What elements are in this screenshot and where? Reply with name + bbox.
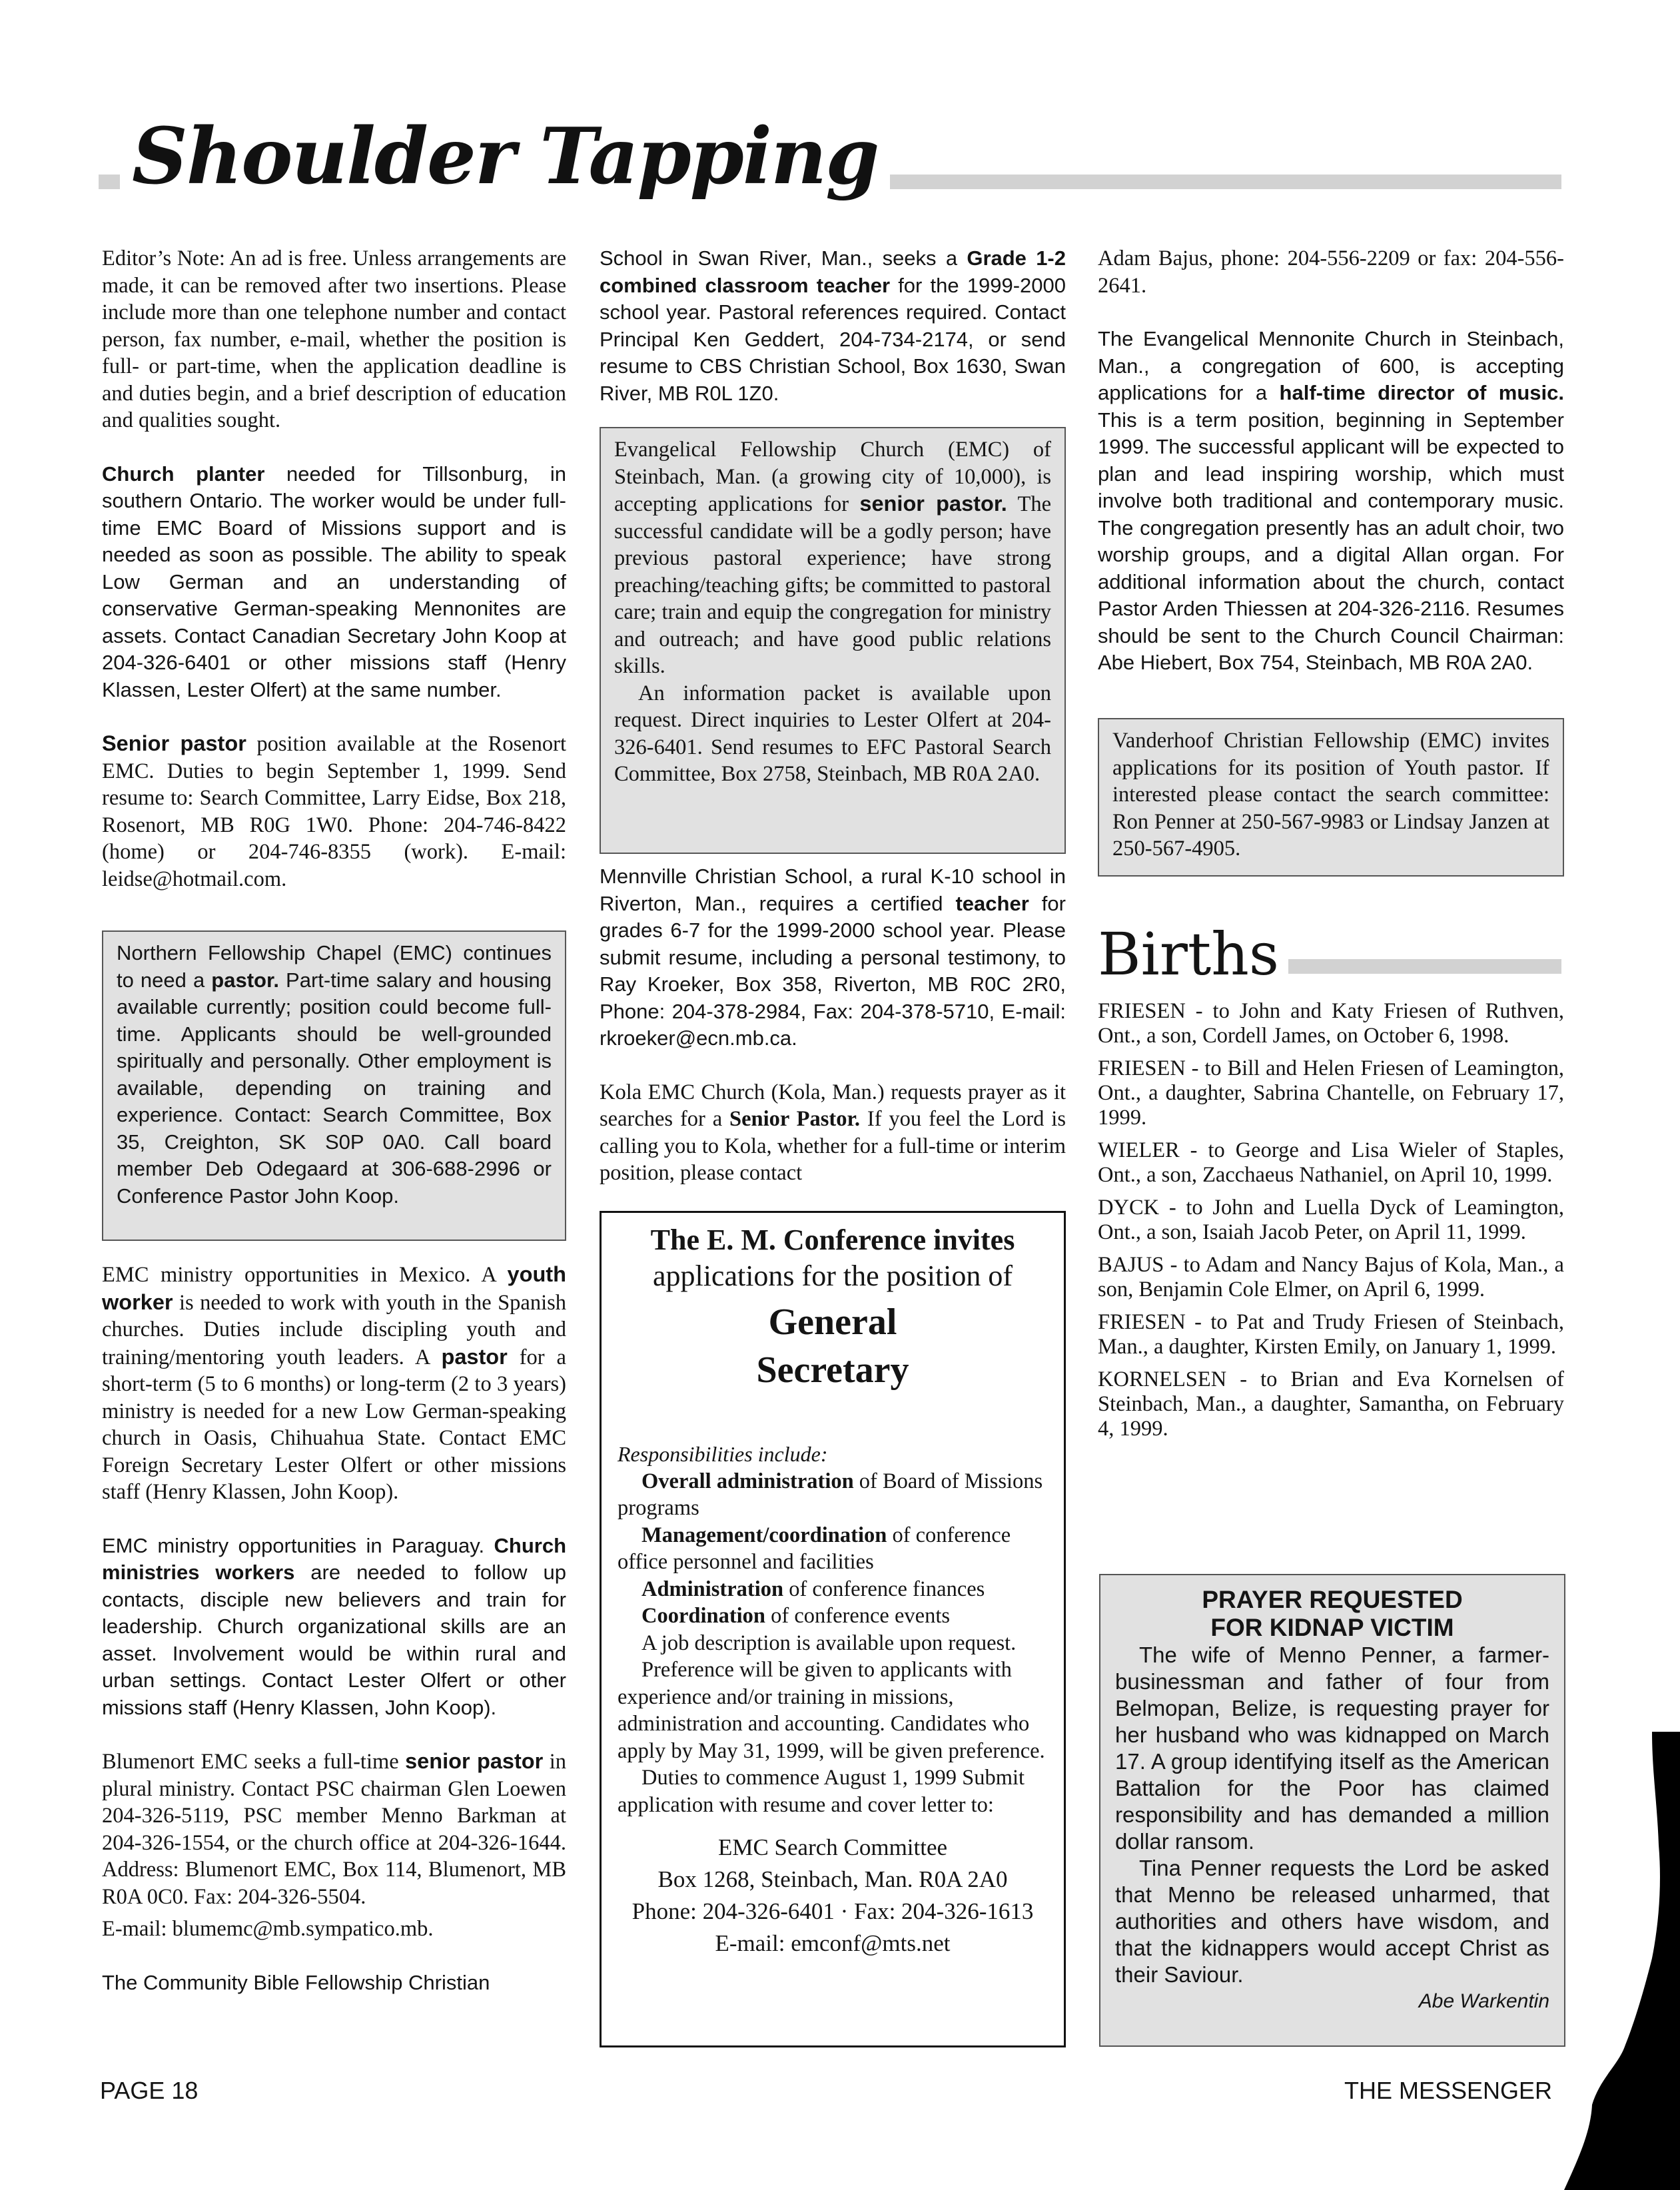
ad-responsibilities-list: [618, 1468, 1048, 1819]
ad-item: Coordination of conference events: [641, 1604, 951, 1628]
ad-church-planter: Church planter needed for Tillsonburg, in southern Ontario. The worker would be under full-time EMC Board of Missions support and is needed as soon as possible. The ability to speak Low German and an understanding of conservative German-speaking Mennonites are assets. Contact Canadian Secretary John Koop at 204-326-6401 or other missions staff (Henry Klassen, Lester Olfert) at the same number.: [102, 462, 567, 701]
births-title: Births: [1098, 918, 1288, 991]
ad-item: Management/coordination of conference office personnel and facilities: [618, 1523, 1011, 1574]
prayer-request-box: [1099, 1574, 1565, 2047]
birth-entry: FRIESEN - to John and Katy Friesen of Ruthven, Ont., a son, Cordell James, on October 6, 1998.: [1098, 999, 1564, 1048]
ad-contact-line: Phone: 204-326-6401 · Fax: 204-326-1613: [631, 1898, 1034, 1924]
ad-box-vanderhoof: Vanderhoof Christian Fellowship (EMC) invites applications for its position of Youth pastor. If interested please contact the search committee: Ron Penner at 250-567-9983 or Lindsay Janzen at 250-567-4905.: [1098, 718, 1564, 877]
section-title: Shoulder Tapping: [120, 113, 890, 200]
ad-contact-line: Box 1268, Steinbach, Man. R0A 2A0: [657, 1866, 1008, 1892]
torn-edge: [1552, 1732, 1680, 2190]
ad-item: Administration of conference finances: [641, 1577, 985, 1601]
ad-contact-block: [618, 1832, 1048, 1960]
ad-position-general: General: [768, 1301, 897, 1343]
prayer-title: PRAYER REQUESTED: [1202, 1586, 1463, 1613]
ad-emc-steinbach-music: The Evangelical Mennonite Church in Steinbach, Man., a congregation of 600, is accepting applications for a half-time director of music. This is a term position, beginning in September 1999. The successful applicant will be expected to plan and lead inspiring worship, which must involve both traditional and contemporary music. The congregation presently has an adult choir, two worship groups, and a digital Allan organ. For additional information about the church, contact Pastor Arden Thiessen at 204-326-2116. Resumes should be sent to the Church Council Chairman: Abe Hiebert, Box 754, Steinbach, MB R0A 2A0.: [1098, 327, 1564, 674]
prayer-paragraph: Tina Penner requests the Lord be asked that Menno be released unharmed, that authorities and others have wisdom, and that the kidnappers would accept Christ as their Saviour.: [1115, 1856, 1549, 1987]
ad-kola: Kola EMC Church (Kola, Man.) requests prayer as it searches for a Senior Pastor. If you feel the Lord is calling you to Kola, whether for a full-time or interim position, please contact: [600, 1080, 1066, 1185]
ad-preference: Preference will be given to applicants with experience and/or training in missions, administration and accounting. Candidates who apply by May 31, 1999, will be given preference.: [618, 1658, 1045, 1763]
ad-mennville: Mennville Christian School, a rural K-10 school in Riverton, Man., requires a certified teacher for grades 6-7 for the 1999-2000 school year. Please submit resume, including a personal testimony, to Ray Kroeker, Box 358, Riverton, MB R0C 2R0, Phone: 204-378-2984, Fax: 204-378-5710, E-mail: rkroeker@ecn.mb.ca.: [600, 865, 1066, 1050]
column-left: [102, 245, 566, 919]
ad-box-northern-fellowship: Northern Fellowship Chapel (EMC) continues to need a pastor. Part-time salary and housing available currently; position could become full-time. Applicants should be well-grounded spiritually and personally. Other employment is available, depending on training and experience. Contact: Search Committee, Box 35, Creighton, SK S0P 0A0. Call board member Deb Odegaard at 306-688-2996 or Conference Pastor John Koop.: [102, 930, 566, 1241]
birth-entry: BAJUS - to Adam and Nancy Bajus of Kola, Man., a son, Benjamin Cole Elmer, on April 6, 1999.: [1098, 1253, 1564, 1301]
column-left-lower: [102, 1261, 566, 2023]
prayer-title: FOR KIDNAP VICTIM: [1210, 1614, 1454, 1641]
birth-entry: FRIESEN - to Bill and Helen Friesen of Leamington, Ont., a daughter, Sabrina Chantelle, on February 17, 1999.: [1098, 1056, 1564, 1130]
ad-community-bible: The Community Bible Fellowship Christian: [102, 1970, 490, 1994]
ad-contact-line: E-mail: emconf@mts.net: [715, 1930, 951, 1956]
editors-note: Editor’s Note: An ad is free. Unless arrangements are made, it can be removed after two insertions. Please include more than one telephone number and contact person, fax number, e-mail, whether the position is full- or part-time, when the application deadline is and duties begin, and a brief description of education and qualities sought.: [102, 246, 566, 432]
column-middle: [600, 245, 1066, 434]
ad-headline-2: applications for the position of: [652, 1260, 1013, 1292]
page-number: PAGE 18: [100, 2077, 199, 2104]
ad-swan-river: School in Swan River, Man., seeks a Grade 1-2 combined classroom teacher for the 1999-2000 school year. Pastoral references required. Contact Principal Ken Geddert, 204-734-2174, or send resume to CBS Christian School, Box 1630, Swan River, MB R0L 1Z0.: [600, 246, 1066, 405]
ad-box-evangelical-fellowship: Evangelical Fellowship Church (EMC) of Steinbach, Man. (a growing city of 10,000), is accepting applications for senior pastor. The successful candidate will be a godly person; have previous pastoral experience; have strong preaching/teaching gifts; be committed to pastoral care; train and equip the congregation for ministry and outreach; and have good public relations skills. An information packet is available upon request. Direct inquiries to Lester Olfert at 204-326-6401. Send resumes to EFC Pastoral Search Committee, Box 2758, Steinbach, MB R0A 2A0.: [600, 427, 1066, 854]
ad-spacer: [618, 1394, 1048, 1441]
general-secretary-ad: [600, 1211, 1066, 2047]
birth-entry: KORNELSEN - to Brian and Eva Kornelsen of Steinbach, Man., a daughter, Samantha, on February 4, 1999.: [1098, 1367, 1564, 1441]
prayer-author: Abe Warkentin: [1418, 1990, 1549, 2012]
ad-responsibilities-heading: Responsibilities include:: [618, 1442, 828, 1466]
ad-job-description: A job description is available upon request.: [641, 1631, 1017, 1655]
publication-name: THE MESSENGER: [1344, 2077, 1553, 2104]
birth-entry: DYCK - to John and Luella Dyck of Leamington, Ont., a son, Isaiah Jacob Peter, on April 11, 1999.: [1098, 1196, 1564, 1244]
prayer-paragraph: The wife of Menno Penner, a farmer-businessman and father of four from Belmopan, Belize, is requesting prayer for her husband who was kidnapped on March 17. A group identifying itself as the American Battalion for the Poor has claimed responsibility and has demanded a million dollar ransom.: [1115, 1643, 1549, 1854]
ad-contact-line: EMC Search Committee: [717, 1834, 948, 1860]
ad-bajus-contact: Adam Bajus, phone: 204-556-2209 or fax: 204-556-2641.: [1098, 246, 1564, 298]
birth-entry: FRIESEN - to Pat and Trudy Friesen of Steinbach, Man., a daughter, Kirsten Emily, on January 1, 1999.: [1098, 1310, 1564, 1359]
ad-duties: Duties to commence August 1, 1999 Submit application with resume and cover letter to:: [618, 1766, 1025, 1817]
birth-entry: WIELER - to George and Lisa Wieler of Staples, Ont., a son, Zacchaeus Nathaniel, on April 10, 1999.: [1098, 1138, 1564, 1187]
ad-headline-1: The E. M. Conference invites: [650, 1224, 1015, 1256]
ad-senior-pastor-rosenort: Senior pastor position available at the Rosenort EMC. Duties to begin September 1, 1999. Send resume to: Search Committee, Larry Eidse, Box 218, Rosenort, MB R0G 1W0. Phone: 204-746-8422 (home) or 204-746-8355 (work). E-mail: leidse@hotmail.com.: [102, 731, 566, 891]
ad-paraguay: EMC ministry opportunities in Paraguay. Church ministries workers are needed to follow up contacts, disciple new believers and train for leadership. Church organizational skills are an asset. Involvement would be within rural and urban settings. Contact Lester Olfert or other missions staff (Henry Klassen, John Koop).: [102, 1533, 567, 1719]
ad-position-secretary: Secretary: [756, 1349, 909, 1391]
ad-mexico: EMC ministry opportunities in Mexico. A youth worker is needed to work with youth in the Spanish churches. Duties include discipling youth and training/mentoring youth leaders. A pastor for a short-term (5 to 6 months) or long-term (2 to 3 years) ministry is needed for a new Low German-speaking church in Oasis, Chihuahua State. Contact EMC Foreign Secretary Lester Olfert or other missions staff (Henry Klassen, John Koop).: [102, 1262, 566, 1504]
column-middle-lower: [600, 863, 1066, 1214]
births-list: [1098, 999, 1564, 1449]
column-right: [1098, 245, 1564, 703]
ad-blumenort: Blumenort EMC seeks a full-time senior pastor in plural ministry. Contact PSC chairman Glen Loewen 204-326-5119, PSC member Menno Barkman at 204-326-1554, or the church office at 204-326-1644. Address: Blumenort EMC, Box 114, Blumenort, MB R0A 0C0. Fax: 204-326-5504.: [102, 1749, 567, 1909]
ad-item: Overall administration of Board of Missions programs: [618, 1469, 1043, 1520]
ad-blumenort-email: E-mail: blumemc@mb.sympatico.mb.: [102, 1917, 434, 1941]
